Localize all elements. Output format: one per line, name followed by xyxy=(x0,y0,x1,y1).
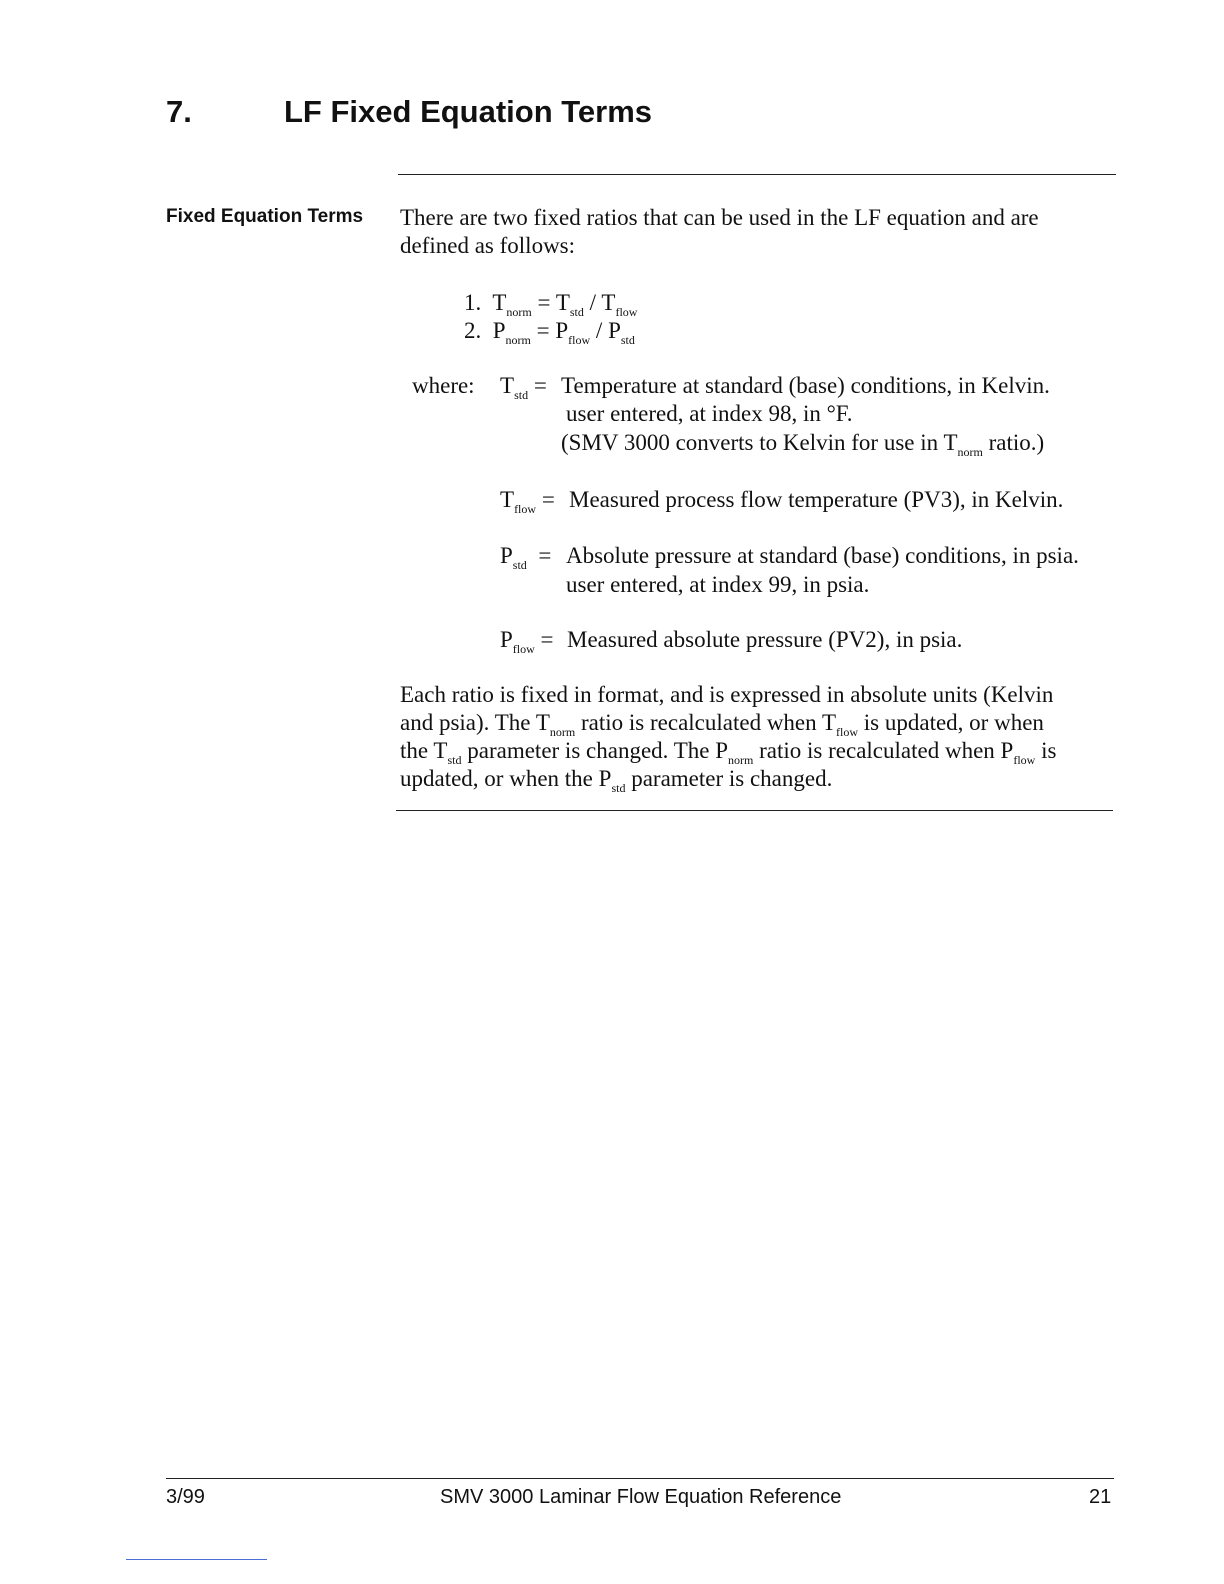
equals: = xyxy=(533,373,547,398)
equation-equals: = xyxy=(536,318,550,343)
text: ratio is recalculated when P xyxy=(753,738,1014,763)
symbol-sub: std xyxy=(514,388,529,402)
pflow-def-line-1: Measured absolute pressure (PV2), in psia. xyxy=(567,627,963,652)
intro-line-2: defined as follows: xyxy=(400,233,576,258)
text-sub: norm xyxy=(728,753,754,767)
text-sub: std xyxy=(447,753,462,767)
top-divider xyxy=(398,174,1116,175)
equation-term-b-sub: flow xyxy=(615,305,638,319)
symbol: P xyxy=(500,627,513,652)
equation-term-a: T xyxy=(555,290,570,315)
text: parameter is changed. xyxy=(625,766,833,791)
tstd-def-line-3 xyxy=(561,429,1044,457)
equation-term-b: P xyxy=(608,318,621,343)
equation-equals: = xyxy=(537,290,551,315)
bottom-divider xyxy=(396,810,1113,811)
tflow-symbol xyxy=(500,486,555,514)
equation-lhs-sub: norm xyxy=(506,305,532,319)
equation-term-a-sub: flow xyxy=(568,333,591,347)
text: ratio is recalculated when T xyxy=(575,710,837,735)
equation-number: 2. xyxy=(464,318,482,343)
summary-line-4 xyxy=(400,765,832,793)
chapter-title: LF Fixed Equation Terms xyxy=(284,94,653,129)
text-sub: flow xyxy=(836,725,859,739)
equation-lhs-sub: norm xyxy=(505,333,531,347)
text: (SMV 3000 converts to Kelvin for use in T xyxy=(561,430,958,455)
equals: = xyxy=(540,627,554,652)
equation-lhs: P xyxy=(492,318,506,343)
equation-number: 1. xyxy=(464,290,482,315)
text-sub: flow xyxy=(1013,753,1036,767)
equation-2 xyxy=(464,317,635,345)
equation-term-a-sub: std xyxy=(569,305,584,319)
text: is xyxy=(1035,738,1057,763)
symbol: T xyxy=(500,373,515,398)
footer-date: 3/99 xyxy=(166,1486,205,1508)
equation-lhs: T xyxy=(492,290,507,315)
intro-line-1: There are two fixed ratios that can be used in the LF equation and are xyxy=(400,205,1039,230)
tflow-def-line-1: Measured process flow temperature (PV3), in Kelvin. xyxy=(569,487,1064,512)
pstd-def-line-2: user entered, at index 99, in psia. xyxy=(566,572,870,597)
text: is updated, or when xyxy=(858,710,1044,735)
equation-1 xyxy=(464,289,637,317)
pflow-symbol xyxy=(500,626,554,654)
equation-term-b-sub: std xyxy=(620,333,635,347)
text-sub: norm xyxy=(957,445,983,459)
footer-title: SMV 3000 Laminar Flow Equation Reference xyxy=(440,1486,842,1508)
tstd-def-line-1: Temperature at standard (base) conditions, in Kelvin. xyxy=(561,373,1050,398)
where-label: where: xyxy=(412,373,475,398)
tstd-def-line-2: user entered, at index 98, in °F. xyxy=(566,401,853,426)
chapter-number: 7. xyxy=(166,94,192,129)
equals: = xyxy=(538,543,552,568)
tstd-symbol xyxy=(500,372,547,400)
symbol-sub: std xyxy=(512,558,527,572)
side-heading: Fixed Equation Terms xyxy=(166,206,364,227)
text-sub: norm xyxy=(549,725,576,739)
footer-page-number: 21 xyxy=(1089,1486,1112,1508)
text: and psia). The T xyxy=(400,710,550,735)
equals: = xyxy=(541,487,555,512)
text: ratio.) xyxy=(982,430,1045,455)
summary-line-1: Each ratio is fixed in format, and is expressed in absolute units (Kelvin xyxy=(400,682,1054,707)
summary-line-3 xyxy=(400,737,1056,765)
pstd-symbol xyxy=(500,542,551,570)
pstd-def-line-1: Absolute pressure at standard (base) conditions, in psia. xyxy=(566,543,1079,568)
symbol-sub: flow xyxy=(512,642,535,656)
symbol: T xyxy=(500,487,515,512)
footer-link-underline xyxy=(126,1559,267,1560)
equation-divide: / xyxy=(595,318,603,343)
text-sub: std xyxy=(611,781,626,795)
text: updated, or when the P xyxy=(400,766,612,791)
equation-divide: / xyxy=(589,290,597,315)
text: the T xyxy=(400,738,448,763)
equation-term-b: T xyxy=(601,290,616,315)
footer-rule xyxy=(166,1478,1114,1479)
summary-line-2 xyxy=(400,709,1044,737)
text: parameter is changed. The P xyxy=(461,738,729,763)
equation-term-a: P xyxy=(555,318,569,343)
symbol-sub: flow xyxy=(514,502,537,516)
symbol: P xyxy=(500,543,513,568)
